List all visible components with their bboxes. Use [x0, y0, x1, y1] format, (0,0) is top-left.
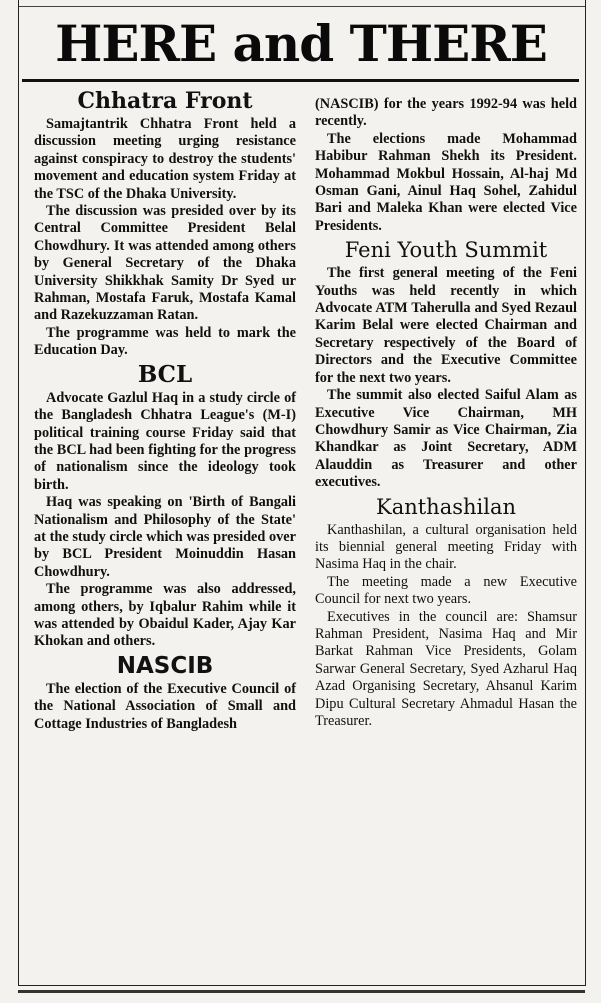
nascib-para-2: (NASCIB) for the years 1992-94 was held recently. — [315, 96, 577, 130]
bcl-para-3: The programme was also addressed, among others, by Iqbalur Rahim while it was attended by Obaidul Kader, Ajay Kar Khokan and others. — [34, 581, 296, 650]
chhatra-front-para-1: Samajtantrik Chhatra Front held a discussion meeting urging resistance against conspiracy to destroy the students' movement and education system Friday at the TSC of the Dhaka University. — [34, 116, 296, 202]
heading-kanthashilan: Kanthashilan — [376, 494, 516, 519]
chhatra-front-para-2: The discussion was presided over by its Central Committee President Belal Chowdhury. It was attended among others by General Secretary of the Dhaka University Shikkhak Samity Dr Syed ur Rahman, Mostafa Faruk, Mostafa Kamal and Razekuzzaman Ratan. — [34, 203, 296, 324]
kanthashilan-para-2: The meeting made a new Executive Council for next two years. — [315, 573, 577, 608]
heading-bcl: BCL — [137, 360, 193, 388]
nascib-para-3: The elections made Mohammad Habibur Rahman Shekh its President. Mohammad Mokbul Hossain, Al-haj Md Osman Gani, Ainul Haq Sohel, Zahidul Bari and Maleka Khan were elected Vice Presidents. — [315, 130, 577, 234]
right-column — [315, 96, 577, 730]
feni-para-2: The summit also elected Saiful Alam as Executive Vice Chairman, MH Chowdhury Samir as Vice Chairman, Zia Khandkar as Joint Secretary, ADM Alauddin as Treasurer and other executives. — [315, 387, 577, 491]
left-column — [34, 86, 296, 733]
page-banner: HERE and THERE — [55, 14, 547, 73]
bcl-para-1: Advocate Gazlul Haq in a study circle of the Bangladesh Chhatra League's (M-I) political training course Friday said that the BCL had been fighting for the progress of nationalism since the ideology took birth. — [34, 389, 296, 493]
banner-rule — [22, 79, 579, 82]
kanthashilan-para-1: Kanthashilan, a cultural organisation held its biennial general meeting Friday with Nasima Haq in the chair. — [315, 521, 577, 573]
bcl-para-2: Haq was speaking on 'Birth of Bangali Nationalism and Philosophy of the State' at the study circle which was presided over by BCL President Moinuddin Hasan Chowdhury. — [34, 494, 296, 580]
nascib-para-1: The election of the Executive Council of the National Association of Small and Cottage Industries of Bangladesh — [34, 680, 296, 732]
chhatra-front-para-3: The programme was held to mark the Education Day. — [34, 324, 296, 359]
heading-nascib: NASCIB — [116, 652, 214, 679]
heading-chhatra-front: Chhatra Front — [77, 88, 253, 114]
kanthashilan-para-3: Executives in the council are: Shamsur Rahman President, Nasima Haq and Mir Barkat Rahman Vice Presidents, Golam Sarwar General Secretary, Syed Azharul Haq Azad Organising Secretary, Ahsanul Karim Dipu Cultural Secretary Ahmadul Hasan the Treasurer. — [315, 608, 577, 729]
heading-feni-youth-summit: Feni Youth Summit — [344, 238, 548, 263]
feni-para-1: The first general meeting of the Feni Youths was held recently in which Advocate ATM Taherulla and Syed Rezaul Karim Belal were elected Chairman and Secretary respectively of the Board of Directors and the Executive Committee for the next two years. — [315, 265, 577, 386]
bottom-rule — [18, 990, 585, 993]
